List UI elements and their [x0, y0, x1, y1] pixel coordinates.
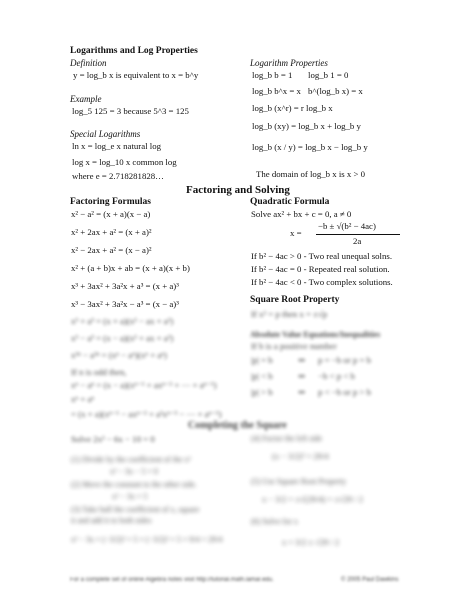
section-title: Factoring and Solving: [186, 184, 290, 196]
sqrt-property-title: Square Root Property: [250, 295, 340, 305]
square-step: x² − 3x − 5 = 0: [110, 467, 158, 476]
factoring-blurred-line: If n is odd then,: [71, 367, 127, 377]
factoring-blurred-line: = (x + a)(xⁿ⁻¹ − axⁿ⁻² + a²xⁿ⁻³ − ⋯ + aⁿ⁻¹): [71, 409, 222, 419]
factoring-line: x² − a² = (x + a)(x − a): [71, 209, 151, 219]
abs-eq-arrow: ⇒: [298, 355, 306, 365]
quadratic-numerator: −b ± √(b² − 4ac): [318, 221, 376, 231]
factoring-line: x² + 2ax + a² = (x + a)²: [71, 227, 152, 237]
natural-log-line: ln x = log_e x natural log: [72, 141, 162, 151]
definition-label: Definition: [70, 58, 107, 68]
log-prop-quotient: log_b (x / y) = log_b x − log_b y: [252, 142, 368, 152]
quadratic-x-eq: x =: [290, 228, 302, 238]
square-step: (5) Use Square Root Property: [251, 477, 347, 486]
abs-eq-left: |p| = b: [251, 355, 273, 365]
log-domain: The domain of log_b x is x > 0: [256, 169, 366, 179]
factoring-blurred-line: xⁿ − aⁿ = (x − a)(xⁿ⁻¹ + axⁿ⁻² + ⋯ + aⁿ⁻¹): [71, 380, 217, 390]
common-log-line: log x = log_10 x common log: [72, 157, 177, 167]
factoring-blurred-line: x³ + a³ = (x + a)(x² − ax + a²): [71, 316, 174, 326]
factoring-title: Factoring Formulas: [70, 197, 152, 207]
factoring-blurred-line: xⁿ + aⁿ: [71, 394, 95, 404]
square-step: x² − 3x + (−3/2)² = 5 + (−3/2)² = 5 + 9/4 = 29/4: [71, 535, 223, 544]
factoring-line: x² + (a + b)x + ab = (x + a)(x + b): [71, 263, 190, 273]
log-prop-2a: log_b b^x = x: [252, 86, 301, 96]
fraction-bar: [316, 234, 400, 235]
log-prop-product: log_b (xy) = log_b x + log_b y: [252, 121, 361, 131]
square-step: x − 3/2 = ±√(29/4) = ±√29 / 2: [262, 494, 364, 504]
square-step: (2) Move the constant to the other side.: [71, 480, 197, 489]
square-step: (x − 3/2)² = 29/4: [272, 451, 329, 461]
square-step: x = 3/2 ± √29 / 2: [282, 537, 340, 547]
square-step: (1) Divide by the coefficient of the x²: [71, 455, 191, 464]
e-constant-line: where e = 2.718281828…: [72, 171, 164, 181]
discriminant-case: If b² − 4ac = 0 - Repeated real solution.: [251, 264, 390, 274]
log-prop-1b: log_b 1 = 0: [308, 70, 349, 80]
quadratic-solve: Solve ax² + bx + c = 0, a ≠ 0: [251, 209, 352, 219]
abs-eq-left: |p| > b: [251, 387, 273, 397]
quadratic-title: Quadratic Formula: [250, 197, 330, 207]
abs-eq-right: p < −b or p > b: [318, 387, 372, 397]
abs-eq-arrow: ⇒: [298, 387, 306, 397]
discriminant-case: If b² − 4ac > 0 - Two real unequal solns.: [251, 251, 393, 261]
log-prop-1a: log_b b = 1: [252, 70, 293, 80]
sqrt-property-line: If x² = p then x = ±√p: [251, 309, 328, 319]
footer-copyright: © 2005 Paul Dawkins: [341, 577, 399, 583]
log-properties-title: Logarithm Properties: [250, 58, 328, 68]
abs-eq-right: p = −b or p = b: [318, 355, 372, 365]
square-step: it and add it to both sides: [71, 516, 152, 525]
square-step: x² − 3x = 5: [112, 492, 148, 501]
square-step: (4) Factor the left side: [251, 434, 323, 443]
abs-eq-arrow: ⇒: [298, 371, 306, 381]
factoring-line: x² − 2ax + a² = (x − a)²: [71, 245, 152, 255]
discriminant-case: If b² − 4ac < 0 - Two complex solutions.: [251, 277, 393, 287]
example-formula: log_5 125 = 3 because 5^3 = 125: [72, 106, 189, 116]
factoring-blurred-line: x²ⁿ − a²ⁿ = (xⁿ − aⁿ)(xⁿ + aⁿ): [71, 350, 167, 360]
quadratic-denominator: 2a: [353, 236, 362, 246]
log-prop-2b: b^(log_b x) = x: [308, 86, 363, 96]
definition-formula: y = log_b x is equivalent to x = b^y: [73, 70, 199, 80]
factoring-blurred-line: x³ − a³ = (x − a)(x² + ax + a²): [71, 333, 174, 343]
square-step: (3) Take half the coefficient of x, square: [71, 505, 200, 514]
abs-eq-intro: If b is a positive number: [251, 341, 337, 351]
completing-square-solve: Solve 2x² − 6x − 10 = 0: [71, 434, 155, 444]
factoring-line: x³ − 3ax² + 3a²x − a³ = (x − a)³: [71, 299, 179, 309]
square-step: (6) Solve for x: [251, 517, 298, 526]
footer-left: For a complete set of online Algebra notes visit http://tutorial.math.lamar.edu.: [70, 577, 274, 583]
completing-square-title: Completing the Square: [188, 420, 287, 431]
log-prop-power: log_b (x^r) = r log_b x: [252, 103, 333, 113]
abs-eq-title: Absolute Value Equations/Inequalities: [250, 330, 381, 339]
logs-title: Logarithms and Log Properties: [70, 46, 198, 56]
example-label: Example: [70, 94, 102, 104]
factoring-line: x³ + 3ax² + 3a²x + a³ = (x + a)³: [71, 281, 179, 291]
abs-eq-left: |p| < b: [251, 371, 273, 381]
abs-eq-right: −b < p < b: [318, 371, 355, 381]
special-logs-label: Special Logarithms: [70, 129, 141, 139]
